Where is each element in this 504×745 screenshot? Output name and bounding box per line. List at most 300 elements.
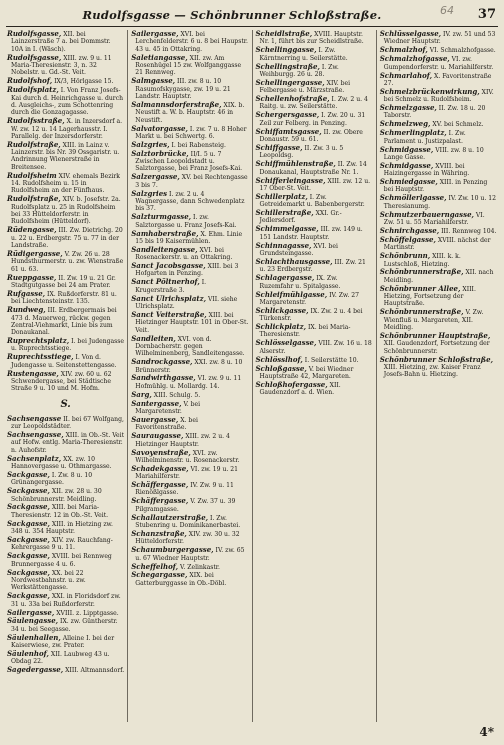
street-description: XVI. bei Grundsteingasse. bbox=[259, 242, 338, 257]
street-name: Schönbrunnerstraße, bbox=[379, 307, 464, 317]
street-description: XIX. bei Gatterburggasse in Ob.-Döbl. bbox=[135, 572, 227, 587]
directory-entry bbox=[380, 162, 497, 178]
directory-entry bbox=[7, 617, 124, 633]
directory-entry bbox=[7, 592, 124, 608]
street-name: Salzgries bbox=[131, 188, 168, 198]
street-description: I. Zw. 8 u. 10 Grünangergasse. bbox=[11, 471, 93, 487]
street-name: Schlachthausgasse, bbox=[255, 256, 333, 266]
street-description: III. Zw. 21 u. 23 Erdbergstr. bbox=[259, 258, 366, 274]
street-name: Sarg, bbox=[131, 389, 152, 399]
street-description: III. zw. 8 u. 10 Rasumofskygasse, zw. 19 u. 21 Landstr. Hauptstr. bbox=[135, 78, 231, 100]
directory-entry bbox=[131, 465, 248, 481]
street-name: Schlösslhof, bbox=[255, 354, 303, 364]
street-name: Schmelzweg, bbox=[379, 119, 431, 129]
street-name: Saletiangasse, bbox=[131, 52, 188, 62]
street-name: Salmannsdorferstraße, bbox=[131, 99, 222, 109]
directory-entry bbox=[7, 650, 124, 666]
street-name: Schmalzhofgasse, bbox=[379, 54, 450, 64]
directory-entry bbox=[256, 381, 373, 397]
directory-entry bbox=[7, 54, 124, 77]
street-description: XIII. Altmannsdorf. bbox=[63, 667, 125, 675]
directory-entry bbox=[256, 193, 373, 209]
street-name: Sandleitengasse, bbox=[131, 244, 198, 254]
street-description: XIII. bei Hietzinger Hauptstr. 101 in Ober-St. Veit. bbox=[135, 311, 249, 334]
directory-entry bbox=[7, 141, 124, 171]
directory-entry bbox=[380, 332, 497, 355]
street-name: Sandleiten, bbox=[131, 333, 176, 343]
directory-entry bbox=[256, 144, 373, 160]
street-name: Sailergasse, bbox=[131, 30, 179, 38]
street-name: Rufgasse, bbox=[7, 288, 46, 298]
street-name: Schmöllerlgasse, bbox=[379, 193, 447, 203]
street-name: Rudolfsheim bbox=[7, 170, 57, 180]
street-description: IV. Zw. 9 u. 11 Rienößlgasse. bbox=[135, 482, 234, 497]
street-name: Rudolfshof, bbox=[7, 76, 53, 86]
street-description: XIII. k. k. Lustschloß, Hietzing. bbox=[383, 253, 461, 268]
street-description: XIII. Hietzing, zw. Kaiser Franz Josefs-Bahn u. Hietzing. bbox=[383, 363, 481, 379]
street-name: Scheidlstraße, bbox=[255, 30, 313, 38]
directory-entry bbox=[131, 358, 248, 374]
directory-entry bbox=[131, 77, 248, 100]
directory-entry bbox=[380, 129, 497, 145]
street-name: Schergersgasse, bbox=[255, 110, 320, 120]
directory-entry bbox=[256, 225, 373, 241]
directory-entry bbox=[256, 177, 373, 193]
street-name: Sanct Veiterstraße, bbox=[131, 309, 207, 319]
street-description: XIII. in Lainz v. Lainzerstr. bis Nr. 39 Ossgaristr. u. Andrinnung Wienerstraße in Breitensee. bbox=[11, 141, 120, 171]
directory-entry bbox=[7, 455, 124, 471]
street-name: Schlagergasse, bbox=[255, 273, 315, 283]
directory-entry bbox=[131, 416, 248, 432]
street-description: XIII. in Penzing bei Hauptstr. bbox=[383, 179, 488, 194]
street-name: Rudolfsgasse, bbox=[7, 52, 62, 62]
street-name: Schanzstraße, bbox=[131, 528, 187, 538]
street-description: XVIII. nächst der Martinstr. bbox=[383, 236, 491, 252]
directory-entry bbox=[256, 111, 373, 127]
directory-entry bbox=[256, 128, 373, 144]
street-name: Salzergasse, bbox=[131, 172, 180, 182]
street-description: XIV. bei Felbergasse u. Märzstraße. bbox=[259, 79, 351, 95]
street-description: XIII. zw. 2 u. 4 Hietzinger Hauptstr. bbox=[135, 433, 230, 448]
directory-entry bbox=[7, 274, 124, 290]
street-name: Schillerstraße, bbox=[255, 208, 314, 218]
directory-entry bbox=[256, 291, 373, 307]
street-description: IV. zw. 51 und 53 Wiedner Hauptstr. bbox=[383, 31, 496, 46]
street-name: Schifferleingasse, bbox=[255, 175, 326, 185]
street-description: III. Rennweg 104. bbox=[439, 227, 497, 235]
directory-entry bbox=[256, 242, 373, 258]
street-name: Sackgasse, bbox=[7, 486, 50, 496]
street-name: Santergasse, bbox=[131, 398, 182, 408]
street-description: II. Zw. 18 u. 20 Taborstr. bbox=[383, 105, 486, 120]
street-name: Schmidgasse, bbox=[379, 144, 434, 154]
street-name: Schellingergasse, bbox=[255, 77, 325, 87]
street-name: Schmidgasse, bbox=[379, 160, 434, 170]
directory-entry bbox=[131, 230, 248, 246]
street-description: VI. Zw. 51 u. 55 Mariahilferstr. bbox=[383, 211, 485, 227]
street-name: Salvatorgasse, bbox=[131, 123, 188, 133]
directory-entry bbox=[131, 449, 248, 465]
street-name: Schlösselgasse, bbox=[255, 338, 317, 348]
directory-entry bbox=[380, 194, 497, 210]
column-1 bbox=[4, 30, 128, 722]
directory-entry bbox=[131, 514, 248, 530]
street-description: I. bei Rabensteig. bbox=[169, 141, 226, 149]
street-name: Schönbrunner Allee, bbox=[379, 283, 461, 293]
directory-entry bbox=[7, 487, 124, 503]
street-name: Schimmelgasse, bbox=[255, 224, 319, 234]
directory-entry bbox=[256, 79, 373, 95]
directory-entry bbox=[380, 236, 497, 252]
directory-entry bbox=[380, 285, 497, 308]
directory-entry bbox=[7, 634, 124, 650]
street-description: V. bei Wiedner Hauptstraße 42, Margareten. bbox=[259, 365, 354, 380]
street-description: XXI. zw. 8 u. 10 Brünnerstr. bbox=[135, 359, 243, 374]
street-description: I. Von Franz Josefs-Kai durch d. Heinrichgasse u. durch d. Ausgleichs-, zum Schottenring durch die Gonzagagasse. bbox=[11, 87, 124, 117]
directory-entry bbox=[7, 117, 124, 140]
street-name: Schleifmühlgasse, bbox=[255, 289, 328, 299]
street-name: Schmelzgasse, bbox=[379, 103, 437, 113]
street-name: Ruprechtsstiege, bbox=[7, 352, 74, 362]
street-description: II. Zw. 19 u. 21 Gr. Stadtgutgasse bei 24 am Prater. bbox=[11, 274, 116, 289]
street-description: XII. zw. Am Rosenhügel 15 zw. Wolfganggasse 21 Rennweg. bbox=[135, 54, 242, 77]
street-description: XIII. in Ob.-St. Veit auf Hofw. entlg. Maria-Theresienstr. n. Auhofstr. bbox=[11, 432, 125, 454]
street-name: Säulenhallen, bbox=[7, 632, 61, 642]
street-description: X. in Inzersdorf a. W. zw. 12 u. 14 Lagerhausstr. I. Parallelg. der Inzersdorferstr. bbox=[11, 118, 123, 140]
street-description: V. bei Margaretenstr. bbox=[135, 400, 201, 416]
street-description: V. Zw. 26 u. 28 Hundsthurmerstr. u. zw. Wienstraße 61 u. 63. bbox=[11, 250, 124, 273]
street-description: XXI. Gr.-Jedlersdorf. bbox=[259, 210, 342, 225]
directory-entry bbox=[7, 503, 124, 519]
directory-entry bbox=[131, 546, 248, 562]
street-description: I. Zw. 20 u. 31 Zeil zur Felberg. in Penzing. bbox=[259, 112, 366, 127]
street-description: II. zw. Obere Donaustr. 59 u. 61. bbox=[259, 128, 363, 144]
street-description: I. Zw. Parlament u. Justizpalast. bbox=[383, 130, 466, 145]
street-description: XIII. Schulg. 5. bbox=[151, 391, 201, 399]
street-description: IV. zw. 65 u. 67 Wiedner Hauptstr. bbox=[135, 547, 245, 562]
street-name: Sackgasse, bbox=[7, 591, 50, 601]
street-name: Schiffmühlenstraße, bbox=[255, 159, 336, 169]
directory-entry bbox=[131, 432, 248, 448]
directory-entry bbox=[256, 63, 373, 79]
street-name: Säulengasse, bbox=[7, 616, 59, 626]
directory-entry bbox=[7, 536, 124, 552]
street-description: XII. Gaudenzdorf a. d. Wien. bbox=[259, 381, 341, 397]
street-name: Schmutzerbauerngasse, bbox=[379, 209, 474, 219]
street-name: Rudolfstraße, bbox=[7, 139, 61, 149]
street-name: Sanct Pöltnerhof, bbox=[131, 277, 200, 287]
street-description: I. zw. 2 u. 4 Wagnergasse, dann Schwedenplatz bis 37. bbox=[135, 190, 245, 213]
directory-entry bbox=[256, 274, 373, 290]
directory-entry bbox=[380, 178, 497, 194]
street-name: Schloßgasse, bbox=[255, 363, 307, 373]
directory-entry bbox=[7, 353, 124, 369]
page-number: 37 bbox=[477, 7, 496, 22]
directory-entry bbox=[7, 431, 124, 454]
street-name: Sailergasse, bbox=[7, 607, 55, 617]
directory-entry bbox=[380, 308, 497, 331]
street-description: XIII. bei Maria-Theresienstr. 12 in Ob.-St. Veit. bbox=[11, 504, 109, 519]
directory-entry bbox=[131, 150, 248, 173]
street-name: Schönbrunner Hauptstraße, bbox=[379, 331, 491, 340]
street-description: XVIII. z. Lipptgasse. bbox=[54, 609, 119, 617]
street-description: I. zw. Salztorgasse u. Franz Josefs-Kai. bbox=[135, 214, 237, 229]
column-2 bbox=[128, 30, 252, 722]
street-name: Sanct Ulrichsplatz, bbox=[131, 293, 207, 303]
directory-entry bbox=[380, 268, 497, 284]
street-name: Schellenhofstraße, bbox=[255, 94, 330, 104]
street-name: Rudolfsplatz, bbox=[7, 85, 59, 95]
directory-entry bbox=[131, 213, 248, 229]
directory-entry bbox=[7, 290, 124, 306]
street-description: X. Ehm. Linie 15 bis 19 Kaisermühlen. bbox=[135, 230, 243, 245]
directory-entry bbox=[380, 146, 497, 162]
street-name: Schöffelgasse, bbox=[379, 234, 436, 244]
street-name: Sachsengasse, bbox=[7, 430, 64, 439]
street-description: III. Erdbergermais bei 473 d. Mauerweg, rückw. gegen Zentral-Viehmarkt, Linie bis zum Donaukanal. bbox=[11, 307, 117, 337]
street-name: Säulenhof, bbox=[7, 649, 49, 658]
street-name: Schlickplatz, bbox=[255, 322, 307, 332]
street-description: I. zw. 7 u. 8 Hoher Markt u. bei Schwertg. 6. bbox=[135, 125, 247, 140]
street-description: II. bei 67 Wolfgang, zur Leopoldstädter. bbox=[11, 415, 124, 431]
street-name: Rüdengasse, bbox=[7, 225, 57, 235]
street-name: Schäffergasse, bbox=[131, 496, 189, 506]
directory-entry bbox=[7, 415, 124, 431]
street-description: I. Von d. Judengasse u. Seitenstettengasse. bbox=[11, 354, 117, 369]
directory-entry bbox=[256, 323, 373, 339]
street-name: Schaumburgergasse, bbox=[131, 545, 214, 555]
street-name: Schlickgasse, bbox=[255, 305, 309, 315]
directory-entry bbox=[7, 86, 124, 116]
street-name: Schellingstraße, bbox=[255, 61, 320, 71]
street-description: XVI. bei Lerchenfelderstr. 6 u. 8 bei Haupstr. 43 u. 45 in Ottakring. bbox=[135, 31, 248, 53]
street-name: Rudolfsgasse, bbox=[7, 30, 62, 38]
street-description: III. Zw. Dietrichg. 20 u. 22 u. Erdbergstr. 75 u. 77 in der Landstraße. bbox=[11, 227, 123, 250]
street-description: IX. Zw. Ruzemfahr u. Spitalgasse. bbox=[259, 275, 341, 290]
street-name: Rustengasse, bbox=[7, 368, 59, 378]
street-name: Rudolfstraße, bbox=[7, 194, 61, 204]
street-name: Salzgries, bbox=[131, 139, 170, 149]
street-name: Sachsenplatz, bbox=[7, 453, 62, 463]
street-description: II/I. 5 u. 7 Zwischen Leopoldstadt u. Salztorgasse, bei Franz Josefs-Kai. bbox=[135, 150, 243, 173]
street-description: XVIII. bei Rennweg Brunnergasse 4 u. 6. bbox=[11, 553, 112, 568]
column-4 bbox=[377, 30, 500, 722]
street-description: I. Zw. 2 u. 4 Raitg. u. zw. Seilerstätte. bbox=[259, 96, 368, 111]
directory-entry bbox=[131, 246, 248, 262]
directory-entry bbox=[131, 295, 248, 311]
directory-entry bbox=[256, 30, 373, 46]
street-description: XIV. zw. 60 u. 62 Schwendergasse, bei Städtische Straße 9 u. 10 und M. Hofm. bbox=[11, 370, 112, 393]
street-description: XIV. zw. Rauchfang-Kehrergasse 9 u. 11. bbox=[11, 537, 113, 552]
directory-entry bbox=[256, 46, 373, 62]
street-name: Schmiedgasse, bbox=[379, 177, 438, 187]
street-name: Sandwirthgasse, bbox=[131, 373, 196, 383]
directory-entry bbox=[256, 307, 373, 323]
street-description: XIV. bei Schmelz u. Rudolfsheim. bbox=[383, 88, 494, 104]
directory-entry bbox=[380, 30, 497, 46]
street-name: Salzturmgasse, bbox=[131, 212, 192, 222]
street-description: IX. Rußdorferstr. 81 u. bei Liechtensteinstr. 135. bbox=[11, 290, 117, 306]
street-name: Schillerplatz, bbox=[255, 191, 308, 201]
directory-entry bbox=[7, 552, 124, 568]
street-name: Sanct Jacobsgasse, bbox=[131, 261, 206, 271]
street-description: VIII. zw. 8 u. 10 Lange Gasse. bbox=[383, 146, 484, 161]
street-description: IV. Zw. 27 Margaretenstr. bbox=[259, 291, 360, 306]
street-description: I. bei Judengasse u. Ruprechtsstiege. bbox=[11, 338, 125, 353]
street-description: XVI. von d. Dornbacherstr. gegen Wilhelminenberg, Sandleitengasse. bbox=[135, 335, 245, 358]
street-name: Schiffgasse, bbox=[255, 142, 303, 152]
street-name: Schmarlahof, bbox=[379, 70, 433, 80]
directory-entry bbox=[131, 262, 248, 278]
street-description: XIII. in Hietzing zw. 348 u. 354 Hauptstr. bbox=[11, 520, 113, 536]
directory-entry bbox=[7, 337, 124, 353]
directory-entry bbox=[131, 54, 248, 77]
street-description: XIV. ehemals Bezirk 14. Rudolfsheim u. 15 in Rudolfsheim an der Fünfhaus. bbox=[11, 172, 121, 195]
street-description: XVI. zw. Wilhelminenstr. u. Rosenackerstr. bbox=[135, 449, 240, 464]
street-description: IX. bei Maria-Theresienstr. bbox=[259, 324, 351, 339]
directory-entry bbox=[131, 400, 248, 416]
directory-entry bbox=[131, 190, 248, 213]
street-name: Sackgasse, bbox=[7, 518, 50, 528]
directory-entry bbox=[131, 497, 248, 513]
street-name: Samhaberstraße, bbox=[131, 228, 199, 238]
directory-entry bbox=[7, 370, 124, 393]
street-description: XIII. zw. 9 u. 11 Maria-Theresienstr. 3, n. 32 Nobelstr. u. Gd.-St. Veit. bbox=[11, 54, 112, 77]
street-name: Sandrockgasse, bbox=[131, 357, 193, 367]
street-description: XV. bei Rechtengasse 3 bis 7. bbox=[135, 174, 248, 189]
directory-entry bbox=[256, 365, 373, 381]
street-description: XVIII. bei Haizingergasse in Währing. bbox=[383, 162, 470, 178]
street-description: IV. Zw. 10 u. 12 Theresianumg. bbox=[383, 195, 496, 210]
pencil-annotation: 64 bbox=[440, 4, 454, 17]
directory-entry bbox=[131, 278, 248, 294]
street-description: XX. bei 22 Nordwestbahnstr. u. zw. Werkstättengasse. bbox=[11, 569, 86, 592]
directory-entry bbox=[131, 173, 248, 189]
street-description: I. Zw. Kärntnerring u. Seilerstätte. bbox=[259, 47, 348, 62]
street-description: XIII. Hietzing, Fortsetzung der Hauptstraße. bbox=[383, 285, 476, 308]
street-description: VII. siehe Ulrichsplatz. bbox=[135, 295, 238, 310]
street-description: XXI. in Floridsdorf zw. 31 u. 33a bei Rußdorferstr. bbox=[11, 593, 121, 608]
street-description: XII. zw. 28 u. 30 Schönbrunnerstr. Meidling. bbox=[11, 488, 102, 503]
directory-entry bbox=[256, 209, 373, 225]
street-name: Schadekgasse, bbox=[131, 463, 189, 473]
street-description: I. Zw. Stubenring u. Dominikanerbastei. bbox=[135, 514, 241, 529]
street-name: Schnirchgasse, bbox=[379, 225, 440, 235]
street-description: I. Zw. Weihburgg. 26 u. 28. bbox=[259, 63, 339, 78]
street-name: Sackgasse, bbox=[7, 535, 50, 545]
directory-entry bbox=[256, 160, 373, 176]
street-name: Salztorbrücke, bbox=[131, 148, 189, 158]
street-description: V. Zelinkastr. bbox=[178, 563, 220, 571]
street-description: VI. Schmalzhofgasse. bbox=[427, 47, 496, 55]
street-name: Schmelzbrückenwirkung, bbox=[379, 86, 480, 96]
directory-entry bbox=[256, 339, 373, 355]
directory-entry bbox=[131, 481, 248, 497]
directory-entry bbox=[131, 335, 248, 358]
street-name: Schmalzhof, bbox=[379, 45, 428, 55]
street-description: I. Zw. Getreidemarkt u. Babenbergerstr. bbox=[259, 193, 365, 209]
street-name: Sackgasse, bbox=[7, 551, 50, 561]
street-name: Rudolfsstraße, bbox=[7, 116, 65, 126]
street-description: VI. zw. 19 u. 21 Mariahilferstr. bbox=[135, 465, 239, 481]
directory-entry bbox=[7, 250, 124, 273]
directory-entry bbox=[380, 356, 497, 379]
street-description: XII. bei Lainzerstraße 7 a. bei Dommstr. 10A in I. (Wäsch). bbox=[11, 31, 111, 53]
directory-entry bbox=[7, 569, 124, 592]
street-name: Savoyenstraße, bbox=[131, 447, 191, 457]
directory-entry bbox=[131, 30, 248, 53]
street-name: Schloßhofergasse, bbox=[255, 379, 328, 389]
street-name: Schinnagasse, bbox=[255, 240, 312, 250]
street-description: X. Favoritenstraße 27. bbox=[383, 72, 492, 87]
street-name: Schellinggasse, bbox=[255, 45, 317, 55]
directory-entry bbox=[7, 306, 124, 336]
directory-entry bbox=[131, 530, 248, 546]
street-description: XII. Gaudenzdorf, Fortsetzung der Schönbrunnerstr. bbox=[383, 340, 490, 355]
street-description: V. Zw. Wienfluß u. Margareten, XII. Meidling. bbox=[383, 309, 484, 332]
street-name: Schallautzerstraße, bbox=[131, 512, 209, 522]
directory-entry bbox=[131, 571, 248, 587]
directory-entry bbox=[131, 311, 248, 334]
directory-entry bbox=[131, 125, 248, 141]
street-name: Rundweg, bbox=[7, 305, 46, 315]
street-name: Rueppgasse, bbox=[7, 272, 57, 282]
street-description: XVIII. Hauptstr. Nr. 1, führt bis zur Scheidlstraße. bbox=[259, 31, 364, 46]
street-description: XIV. zw. 30 u. 32 Hütteldorferstr. bbox=[135, 530, 240, 546]
street-description: XX. zw. 10 Hannovergasse u. Othmargasse. bbox=[11, 455, 112, 470]
directory-entry bbox=[7, 30, 124, 53]
street-name: Sackgasse, bbox=[7, 469, 50, 479]
street-name: Schmerlingplatz, bbox=[379, 128, 447, 138]
directory-entry bbox=[7, 195, 124, 225]
street-description: III. zw. 149 u. 151 Landstr. Hauptstr. bbox=[259, 226, 363, 241]
directory-entry bbox=[380, 72, 497, 88]
street-description: IX. Zw. 2 u. 4 bei Türkenstr. bbox=[259, 307, 363, 323]
street-description: VI. zw. Gumpendorferstr. u. Mariahilferstr. bbox=[383, 56, 494, 71]
street-description: IX. zw. Güntherstr. 34 u. bei Seegasse. bbox=[11, 618, 118, 633]
street-name: Schegargasse, bbox=[131, 570, 188, 580]
directory-entry bbox=[7, 520, 124, 536]
street-name: Sackgasse, bbox=[7, 502, 50, 512]
directory-entry bbox=[131, 101, 248, 124]
directory-entry bbox=[7, 172, 124, 195]
directory-entry bbox=[380, 88, 497, 104]
street-name: Schlüsselgasse, bbox=[379, 30, 442, 38]
street-name: Sackgasse, bbox=[7, 567, 50, 577]
directory-entry bbox=[380, 104, 497, 120]
street-description: X. bei Favoritenstraße. bbox=[135, 416, 198, 432]
columns-container bbox=[4, 30, 500, 722]
street-description: II. Zw. 3 u. 5 Leopoldsg. bbox=[259, 144, 344, 160]
street-description: V. Zw. 37 u. 39 Pilgramgasse. bbox=[135, 498, 236, 513]
street-name: Sauraugasse, bbox=[131, 431, 184, 441]
street-name: Schäffergasse, bbox=[131, 480, 189, 490]
street-description: Alleine I. bei der Kaiserwiese, zw. Prater. bbox=[11, 634, 115, 650]
street-description: XVI. bei Rosenackerstr. u. an Ottakring. bbox=[135, 246, 233, 262]
street-description: XIII. zw. 12 u. 17 Ober-St. Veit. bbox=[259, 177, 371, 192]
street-name: Schönbrunn, bbox=[379, 251, 431, 261]
directory-entry bbox=[256, 258, 373, 274]
street-description: XII. nach Meidling. bbox=[383, 269, 494, 284]
running-title: Rudolfsgasse — Schönbrunner Schloßstraße. bbox=[82, 8, 382, 22]
street-description: XII. Laubweg 43 u. Obdag 22. bbox=[11, 651, 110, 666]
street-name: Salmgasse, bbox=[131, 76, 176, 86]
street-name: Schönbrunner Schloßstraße, bbox=[379, 354, 494, 364]
street-name: Sagedergasse, bbox=[7, 665, 64, 675]
directory-entry bbox=[7, 471, 124, 487]
directory-entry bbox=[380, 211, 497, 227]
signature-mark: 4* bbox=[479, 725, 494, 739]
